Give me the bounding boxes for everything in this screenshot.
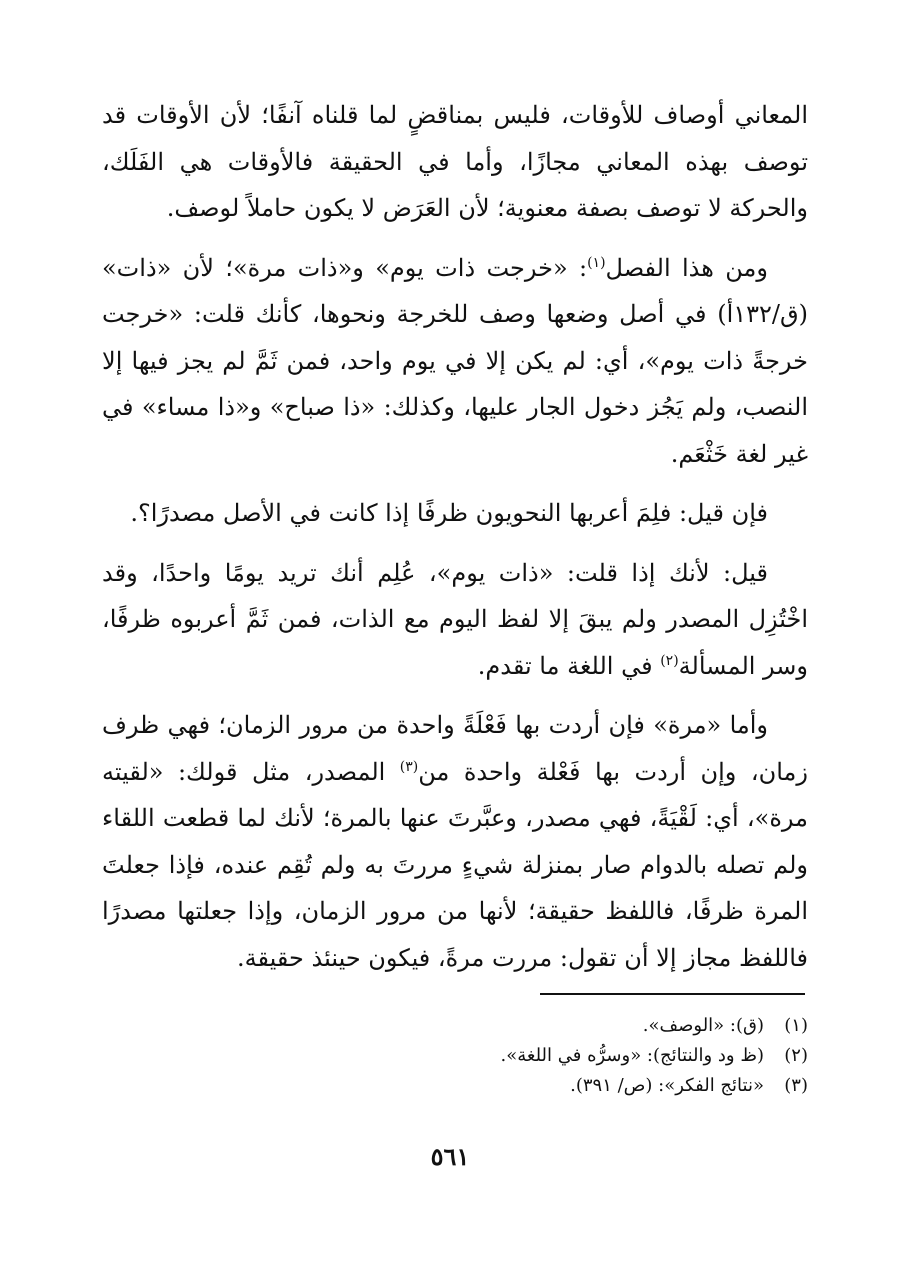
footnote: [102, 1041, 808, 1071]
footnote-text: (ظ ود والنتائج): «وسرُّه في اللغة».: [500, 1045, 764, 1066]
footnotes: [102, 1011, 808, 1101]
footnote-separator: [540, 993, 805, 995]
footnote: [102, 1011, 808, 1041]
footnote-number: (٣): [784, 1075, 808, 1096]
footnote: [102, 1071, 808, 1101]
paragraph-text: وأما «مرة» فإن أردت بها فَعْلَةً واحدة من مرور الزمان؛ فهي ظرف زمان، وإن أردت بها فَعْلة واحدة من: [102, 711, 808, 786]
footnote-marker: (٢): [660, 652, 679, 669]
paragraph: [102, 92, 808, 232]
footnote-text: (ق): «الوصف».: [642, 1015, 764, 1036]
paragraph: [102, 245, 808, 478]
paragraph: [102, 550, 808, 690]
footnote-number: (٢): [784, 1045, 808, 1066]
paragraph-text: المصدر، مثل قولك: «لقيته مرة»، أي: لَقْيَةً، فهي مصدر، وعبَّرتَ عنها بالمرة؛ لأنك لما قطعت اللقاء ولم تصله بالدوام صار بمنزلة شيءٍ مررتَ به ولم تُقِم عنده، فإذا جعلتَ المرة ظرفًا، فاللفظ حقيقة؛ لأنها من مرور الزمان، وإذا جعلتها مصدرًا فاللفظ مجاز إلا أن تقول: مررت مرةً، فيكون حينئذ حقيقة.: [102, 757, 808, 972]
footnote-text: «نتائج الفكر»: (ص/ ٣٩١).: [570, 1075, 764, 1096]
paragraph-text: المعاني أوصاف للأوقات، فليس بمناقضٍ لما قلناه آنفًا؛ لأن الأوقات قد توصف بهذه المعاني مجازًا، وأما في الحقيقة فالأوقات هي الفَلَك، والحركة لا توصف بصفة معنوية؛ لأن العَرَض لا يكون حاملاً لوصف.: [102, 101, 808, 222]
paragraph-text: ومن هذا الفصل: [605, 253, 768, 282]
main-text: [102, 92, 808, 994]
paragraph-text: فإن قيل: فلِمَ أعربها النحويون ظرفًا إذا كانت في الأصل مصدرًا؟.: [130, 499, 768, 527]
paragraph-text: قيل: لأنك إذا قلت: «ذات يوم»، عُلِم أنك تريد يومًا واحدًا، وقد اخْتُزِل المصدر ولم يبقَ إلا لفظ اليوم مع الذات، فمن ثَمَّ أعربوه ظرفًا، وسر المسألة: [102, 558, 808, 680]
paragraph: [102, 702, 808, 981]
page-number: ٥٦١: [430, 1142, 470, 1171]
footnote-marker: (١): [587, 254, 606, 271]
paragraph-text: في اللغة ما تقدم.: [477, 651, 661, 680]
paragraph-text: : «خرجت ذات يوم» و«ذات مرة»؛ لأن «ذات» (ق/١٣٢أ) في أصل وضعها وصف للخرجة ونحوها، كأنك قلت: «خرجت خرجةً ذات يوم»، أي: لم يكن إلا في يوم واحد، فمن ثَمَّ لم يجز فيها إلا النصب، ولم يَجُز دخول الجار عليها، وكذلك: «ذا صباح» و«ذا مساء» في غير لغة خَثْعَم.: [102, 253, 808, 468]
footnote-number: (١): [784, 1015, 808, 1036]
footnote-marker: (٣): [399, 758, 419, 775]
paragraph: [102, 490, 808, 537]
